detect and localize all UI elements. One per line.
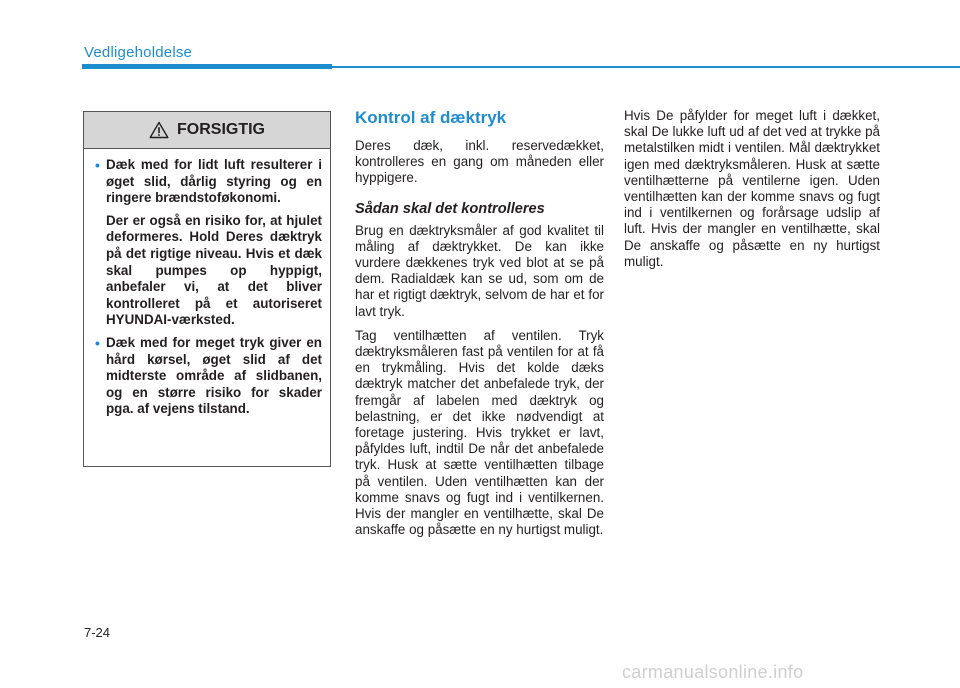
caution-title: FORSIGTIG <box>177 121 265 138</box>
caution-paragraph: Dæk med for lidt luft resulterer i øget slid, dårlig styring og en ringere brændstoføkonomi. <box>106 157 322 206</box>
header-rule-thin <box>332 66 960 68</box>
caution-box <box>83 111 331 467</box>
caution-item <box>95 335 322 418</box>
bullet-icon: • <box>95 157 100 173</box>
subheading: Sådan skal det kontrolleres <box>355 200 545 217</box>
page-number: 7-24 <box>84 625 111 640</box>
warning-triangle-icon <box>149 121 169 139</box>
body-paragraph: Tag ventilhætten af ventilen. Tryk dæktryksmåleren fast på ventilen for at få en trykmåling. Hvis det kolde dæks dæktryk matcher det anbefalede tryk, der fremgår af labelen med dæktryk og belastning, er det ikke nødvendigt at foretage justering. Hvis trykket er lavt, påfyldes luft, indtil De når det anbefalede tryk. Husk at sætte ventilhætten tilbage på ventilen. Uden ventilhætten kan der komme snavs og fugt ind i ventilkernen. Hvis der mangler en ventilhætte, skal De anskaffe og påsætte en ny hurtigst muligt. <box>355 327 604 538</box>
main-column <box>355 108 604 546</box>
watermark: carmanualsonline.info <box>622 662 804 682</box>
intro-paragraph: Deres dæk, inkl. reservedækket, kontrolleres en gang om måneden eller hyppigere. <box>355 138 604 186</box>
section-heading: Kontrol af dæktryk <box>355 108 507 127</box>
caution-item <box>95 157 322 329</box>
body-paragraph: Brug en dæktryksmåler af god kvalitet til måling af dæktrykket. De kan ikke vurdere dækkenes tryk ved blot at se på dem. Radialdæk kan se ud, som om de har et rigtigt dæktryk, selvom de har et for lavt tryk. <box>355 222 604 319</box>
header-rule-thick <box>82 64 332 69</box>
caution-body <box>84 149 330 418</box>
body-paragraph: Hvis De påfylder for meget luft i dækket, skal De lukke luft ud af det ved at trykke på metalstilken midt i ventilen. Mål dæktrykket igen med dæktryksmåleren. Husk at sætte ventilhætterne på ventilerne igen. Uden ventilhætten kan der komme snavs og fugt ind i ventilkernen og forårsage udslip af luft. Hvis der mangler en ventilhætte, skal De anskaffe og påsætte en ny hurtigst muligt. <box>624 108 880 269</box>
caution-header <box>84 112 330 149</box>
caution-paragraph: Dæk med for meget tryk giver en hård kørsel, øget slid af det midterste område af slidbanen, og en større risiko for skader pga. af vejens tilstand. <box>106 334 322 417</box>
bullet-icon: • <box>95 334 100 351</box>
caution-paragraph: Der er også en risiko for, at hjulet deformeres. Hold Deres dæktryk på det rigtige niveau. Hvis et dæk skal pumpes op hyppigt, anbefaler vi, at det bliver kontrolleret på et autoriseret HYUNDAI-værksted. <box>106 212 322 328</box>
section-title: Vedligeholdelse <box>84 44 193 61</box>
right-column <box>624 108 880 278</box>
